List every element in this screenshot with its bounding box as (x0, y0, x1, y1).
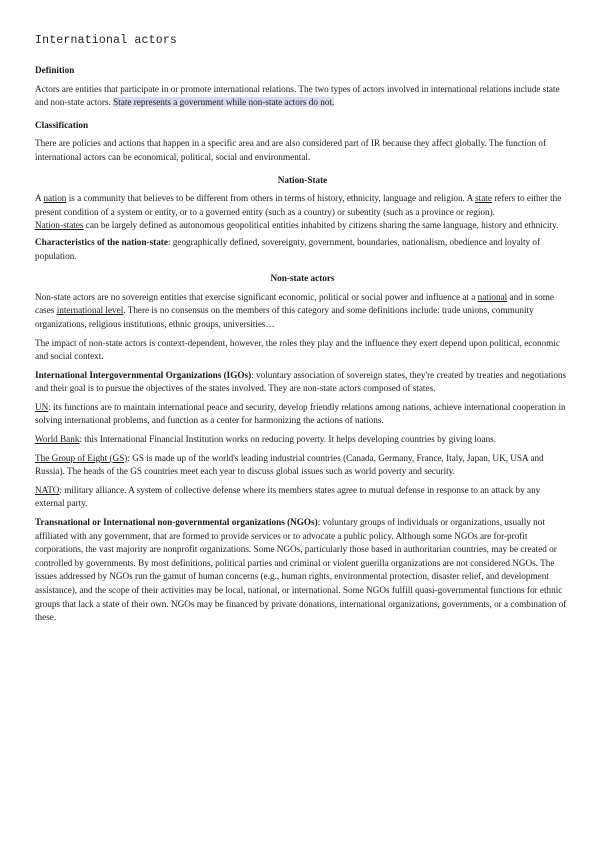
world-bank-paragraph (35, 433, 570, 447)
term-ngo: Transnational or International non-governmental organizations (NGOs) (35, 517, 318, 528)
non-state-heading: Non-state actors (270, 273, 335, 284)
text-run: : voluntary association of sovereign states, they're created by treaties and negotiations and their goal is to pursue the objectives of the states involved. They are non-state actors composed of states. (35, 369, 567, 394)
text-run: can be largely defined as autonomous geopolitical entities inhabited by citizens sharing the same language, history and ethnicity. (83, 220, 559, 231)
nation-state-paragraph-2 (35, 219, 570, 233)
text-run: : geographically defined, sovereignty, government, boundaries, nationalism, obedience and loyalty of population. (35, 236, 541, 261)
text-run: . There is no consensus on the members of this category and some definitions include: trade unions, community organizations, religious institutions, ethnic groups, universities… (35, 305, 534, 329)
classification-heading: Classification (35, 119, 89, 130)
term-nato: NATO (35, 484, 60, 495)
term-igo: International Intergovernmental Organizations (IGOs) (35, 369, 252, 380)
non-state-paragraph-1 (35, 291, 570, 332)
non-state-paragraph-2: The impact of non-state actors is context-dependent, however, the roles they play and the influence they exert depend upon political, economic and social context. (35, 337, 560, 362)
un-paragraph (35, 401, 570, 428)
text-run: Non-state actors are no sovereign entities that exercise significant economic, political or social power and influence at a (35, 291, 478, 302)
term-national: national (477, 291, 508, 302)
definition-text: Actors are entities that participate in or promote international relations. The two types of actors involved in international relations include state and non-state actors. (35, 83, 560, 108)
text-run: A (35, 193, 44, 204)
classification-paragraph: There are policies and actions that happen in a specific area and are also considered part of IR because they affect globally. The function of international actors can be economical, political, social and environmental. (35, 138, 547, 162)
term-un: UN (35, 401, 49, 412)
nation-state-paragraph-3 (35, 236, 570, 263)
term-nation: nation (43, 193, 67, 204)
text-run: : this International Financial Institution works on reducing poverty. It helps developing countries by giving loans. (79, 434, 497, 445)
term-characteristics: Characteristics of the nation-state (35, 236, 168, 247)
term-nation-states: Nation-states (35, 220, 84, 231)
g8-paragraph (35, 452, 570, 479)
term-g8: The Group of Eight (GS) (35, 452, 128, 463)
definition-heading: Definition (35, 65, 75, 75)
text-run: refers to either the present condition of a system or entity, or to a governed entity (such as a country) or subentity (such as a province or region). (35, 193, 562, 217)
nato-paragraph (35, 484, 570, 511)
text-run: : military alliance. A system of collective defense where its members states agree to mutual defense in response to an attack by any external party. (35, 484, 541, 509)
text-run: : its functions are to maintain international peace and security, develop friendly relations among nations, achieve international cooperation in solving international problems, and function as a center for harmonizing the actions of nations. (35, 401, 566, 426)
ngo-paragraph (35, 516, 570, 625)
text-run: is a community that believes to be different from others in terms of history, ethnicity, language and religion. A (66, 193, 476, 204)
nation-state-paragraph-1 (35, 192, 570, 219)
nation-state-heading: Nation-State (277, 174, 328, 185)
text-run: and in some cases (35, 291, 554, 316)
definition-paragraph (35, 83, 570, 110)
text-run: : GS is made up of the world's leading industrial countries (Canada, Germany, France, Italy, Japan, UK, USA and Russia). The heads of the GS countries meet each year to discuss global issues such as world poverty and security. (35, 452, 544, 477)
definition-highlight: State represents a government while non-state actors do not. (113, 97, 335, 108)
term-international-level: international level (56, 305, 124, 316)
igo-paragraph (35, 369, 570, 396)
text-run: : voluntary groups of individuals or organizations, usually not affiliated with any government, that are formed to provide services or to advocate a public policy. Although some NGOs are for-profit corporations, the vast majority are nonprofit organizations. Some NGOs, particularly those based in authoritarian countries, may be created or controlled by governments. By most definitions, political parties and criminal or violent guerilla organizations are not considered NGOs. The issues addressed by NGOs run the gamut of human concerns (e.g., human rights, environmental protection, disaster relief, and development assistance), and the scope of their activities may be local, national, or international. Some NGOs fulfill quasi-governmental functions for ethnic groups that lack a state of their own. NGOs may be financed by private donations, international organizations, governments, or a combination of these. (35, 517, 567, 623)
term-state: state (475, 193, 492, 204)
term-world-bank: World Bank (35, 434, 80, 445)
document-title: International actors (35, 34, 178, 47)
